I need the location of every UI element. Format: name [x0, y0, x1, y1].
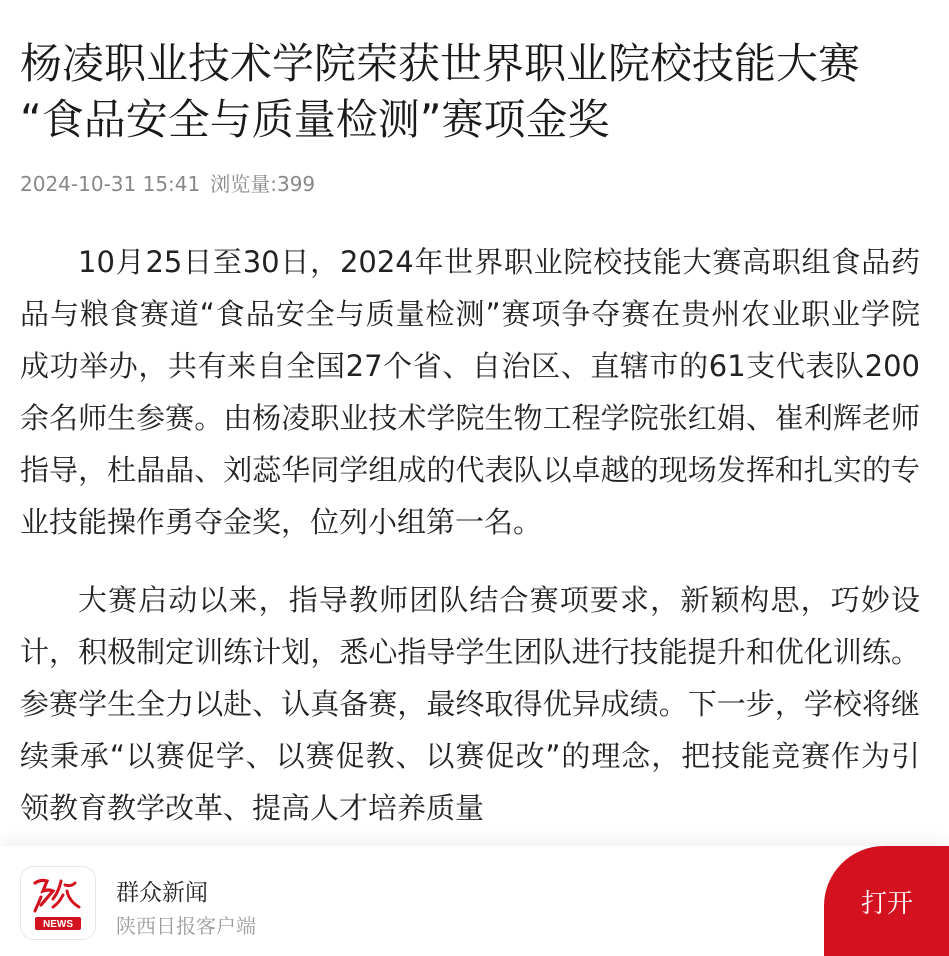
view-count: 浏览量:399 [210, 172, 316, 196]
title-line-1: 杨凌职业技术学院荣获世界职业院校技能大赛 [20, 39, 861, 88]
article [20, 0, 920, 834]
article-title [20, 0, 920, 148]
paragraph-1: 10月25日至30日，2024年世界职业院校技能大赛高职组食品药品与粮食赛道“食品安全与质量检测”赛项争夺赛在贵州农业职业学院成功举办，共有来自全国27个省、自治区、直辖市的61支代表队200余名师生参赛。由杨凌职业技术学院生物工程学院张红娟、崔利辉老师指导，杜晶晶、刘蕊华同学组成的代表队以卓越的现场发挥和扎实的专业技能操作勇夺金奖，位列小组第一名。 [20, 245, 920, 539]
title-line-2: “食品安全与质量检测”赛项金奖 [20, 95, 610, 144]
open-app-button[interactable]: 打开 [824, 846, 949, 956]
paragraph-2: 大赛启动以来，指导教师团队结合赛项要求，新颖构思，巧妙设计，积极制定训练计划，悉心指导学生团队进行技能提升和优化训练。参赛学生全力以赴、认真备赛，最终取得优异成绩。下一步，学校将继续秉承“以赛促学、以赛促教、以赛促改”的理念，把技能竞赛作为引领教育教学改革、提高人才培养质量 [20, 583, 920, 825]
app-logo [20, 866, 96, 940]
app-download-banner [0, 846, 949, 956]
logo-news-text: NEWS [43, 919, 73, 930]
article-meta [20, 170, 920, 198]
app-subtitle: 陕西日报客户端 [116, 914, 256, 938]
app-name: 群众新闻 [116, 880, 208, 906]
qunzhong-logo-icon [21, 867, 95, 939]
publish-date: 2024-10-31 15:41 [20, 172, 201, 196]
